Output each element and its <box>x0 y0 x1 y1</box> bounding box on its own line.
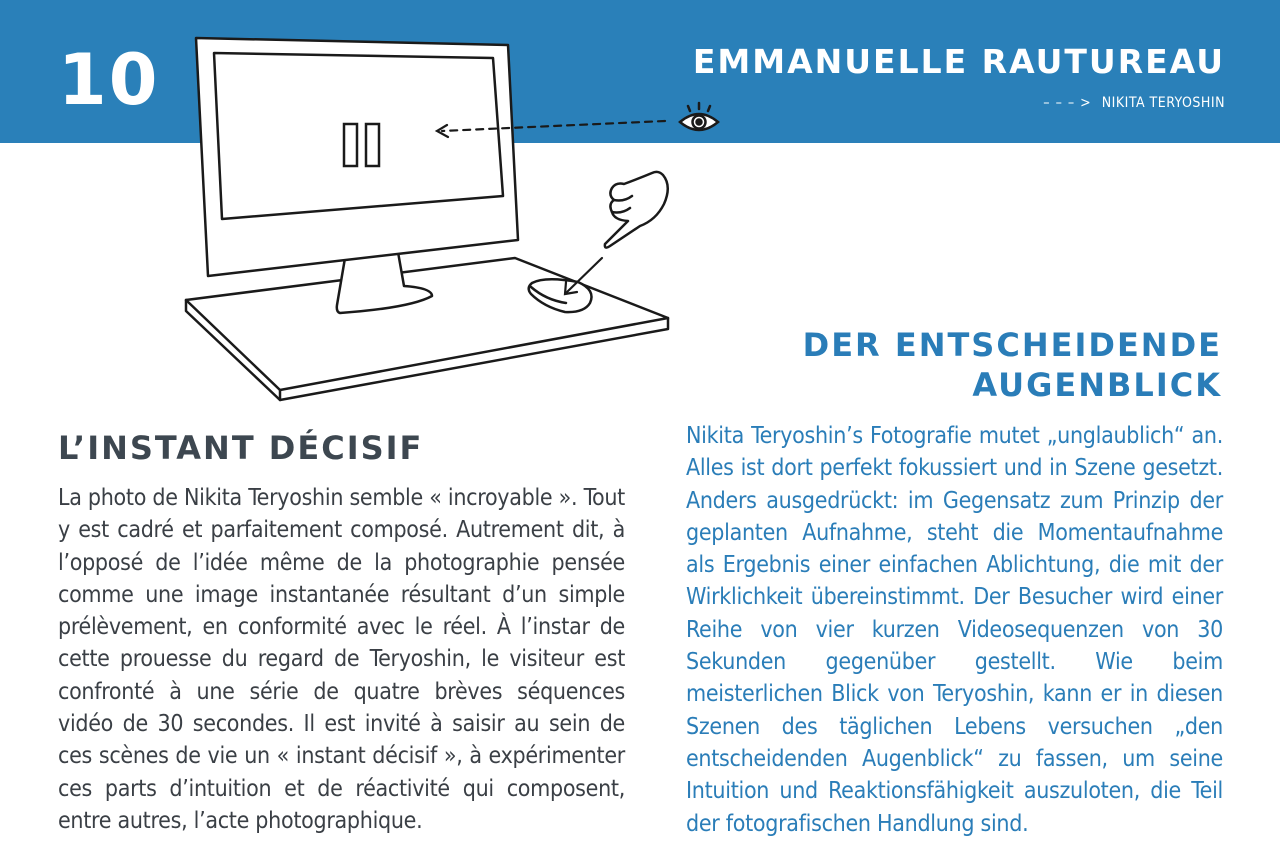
artist-name: EMMANUELLE RAUTUREAU <box>692 42 1225 81</box>
german-body: Nikita Teryoshin’s Fotografie mutet „unglaublich“ an. Alles ist dort perfekt fokussiert und in Szene gesetzt. Anders ausgedrückt: im Gegensatz zum Prinzip der geplanten Aufnahme, steht die Momentaufnahme als Ergebnis einer einfachen Ablichtung, die mit der Wirklichkeit übereinstimmt. Der Besucher wird einer Reihe von vier kurzen Videosequenzen von 30 Sekunden gegenüber gestellt. Wie beim meisterlichen Blick von Teryoshin, kann er in diesen Szenen des täglichen Lebens versuchen „den entscheidenden Augenblick“ zu fassen, um seine Intuition und Reaktionsfähigkeit auszuloten, die Teil der fotografischen Handlung sind. <box>686 423 1223 837</box>
french-title: L’INSTANT DÉCISIF <box>58 429 424 467</box>
monitor-screen <box>214 53 503 219</box>
eye-icon <box>680 103 718 130</box>
german-title: DER ENTSCHEIDENDE AUGENBLICK <box>802 326 1222 404</box>
desk-board <box>186 258 668 400</box>
pointing-hand-icon <box>605 172 668 248</box>
dashed-arrow-icon: – – – > <box>1043 95 1092 111</box>
photographer-name: NIKITA TERYOSHIN <box>1101 95 1225 111</box>
page-number: 10 <box>58 39 160 121</box>
french-body: La photo de Nikita Teryoshin semble « incroyable ». Tout y est cadré et parfaitement composé. Autrement dit, à l’opposé de l’idée même de la photographie pensée comme une image instantanée résultant d’un simple prélèvement, en conformité avec le réel. À l’instar de cette prouesse du regard de Teryoshin, le visiteur est confronté à une série de quatre brèves séquences vidéo de 30 secondes. Il est invité à saisir au sein de ces scènes de vie un « instant décisif », à expérimenter ces parts d’intuition et de réactivité qui composent, entre autres, l’acte photographique. <box>58 485 625 834</box>
